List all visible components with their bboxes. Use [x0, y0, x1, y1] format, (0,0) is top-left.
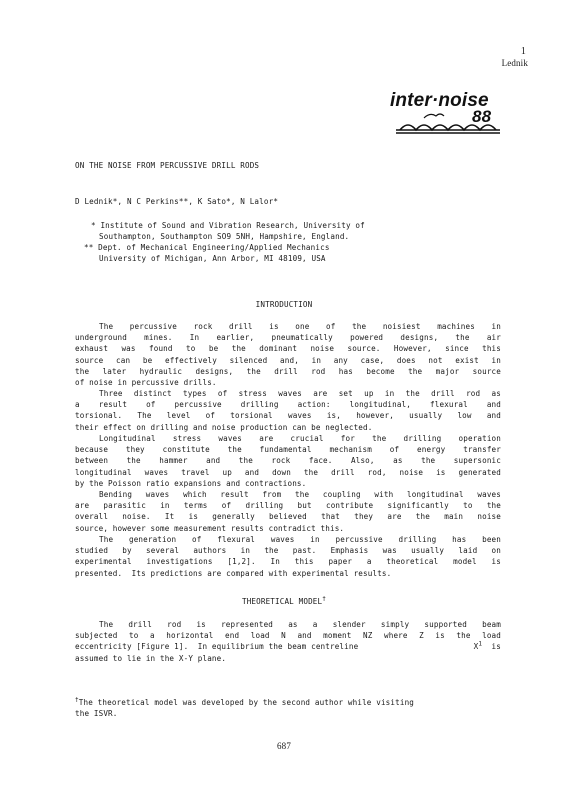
text-line: because they constitute the fundamental mechanism of energy transfer [75, 445, 501, 455]
intro-paragraph [75, 433, 501, 489]
text-line: between the hammer and the rock face. Also, as the supersonic [75, 456, 501, 466]
theory-paragraph [75, 619, 501, 664]
text-line: studied by several authors in the past. Emphasis was usually laid on [75, 546, 501, 556]
text-line: Three distinct types of stress waves are set up in the drill rod as [99, 389, 501, 398]
text-line: source can be effectively silenced and, in any case, does not exist in [75, 355, 501, 365]
text-line: Bending waves which result from the coupling with longitudinal waves [99, 490, 501, 499]
text-segment: is [491, 642, 501, 652]
text-segment: eccentricity [Figure 1]. In equilibrium the beam centreline [75, 642, 359, 652]
symbol-superscript: 1 [478, 640, 483, 648]
affiliation-line: University of Michigan, Ann Arbor, MI 48109, USA [99, 254, 326, 263]
logo-text-line2: 88 [472, 107, 492, 126]
footnote-text: The theoretical model was developed by the second author while visiting [78, 698, 415, 707]
text-line: source, however some measurement results contradict this. [75, 523, 345, 533]
footnote [75, 697, 501, 719]
text-line: the later hydraulic designs, the drill rod has become the major source [75, 366, 501, 376]
centreline-symbol [474, 641, 501, 652]
symbol-x: X [473, 642, 479, 652]
paper-authors: D Lednik*, N C Perkins**, K Sato*, N Lalor* [75, 197, 279, 206]
intro-paragraph [75, 489, 501, 534]
intro-paragraph [75, 321, 501, 388]
text-line: The generation of flexural waves in percussive drilling has been [99, 535, 501, 544]
text-line: subjected to a horizontal end load N and moment NZ where Z is the load [75, 631, 501, 641]
text-line: torsional. The level of torsional waves is, however, usually low and [75, 411, 501, 421]
inter-noise-logo [386, 88, 504, 146]
footer-page-number: 687 [277, 741, 291, 751]
text-line [75, 641, 501, 652]
footnote-line [75, 697, 501, 708]
intro-paragraph [75, 534, 501, 579]
text-line: experimental investigations [1,2]. In this paper a theoretical model is [75, 557, 501, 567]
footnote-dagger-mark: † [75, 696, 79, 704]
text-line: exhaust was found to be the dominant noise source. However, since this [75, 344, 501, 354]
text-line: by the Poisson ratio expansions and contractions. [75, 478, 307, 488]
text-line: underground mines. In earlier, pneumatically powered designs, the air [75, 333, 501, 343]
affiliation-line: ** Dept. of Mechanical Engineering/Applied Mechanics [84, 243, 330, 252]
affiliation-line: Southampton, Southampton SO9 5NH, Hampshire, England. [99, 232, 350, 241]
text-line: The percussive rock drill is one of the noisiest machines in [99, 322, 501, 331]
text-line: Longitudinal stress waves are crucial for the drilling operation [99, 434, 501, 443]
text-line: their effect on drilling and noise production can be neglected. [75, 422, 373, 432]
footnote-dagger-mark: † [322, 595, 327, 603]
section-heading-theoretical-model [0, 596, 568, 607]
header-author-tag: Lednik [501, 58, 528, 68]
text-line: a result of percussive drilling action: longitudinal, flexural and [75, 400, 501, 410]
text-line: The drill rod is represented as a slender simply supported beam [99, 620, 501, 629]
text-line: are parasitic in terms of drilling but contribute significantly to the [75, 501, 501, 511]
header-page-number: 1 [520, 46, 526, 57]
text-line: longitudinal waves travel up and down the drill rod, noise is generated [75, 467, 501, 477]
paper-title: ON THE NOISE FROM PERCUSSIVE DRILL RODS [75, 161, 260, 170]
text-line: presented. Its predictions are compared with experimental results. [75, 568, 392, 578]
logo-text-line1: inter·noise [390, 90, 489, 111]
affiliation-line: * Institute of Sound and Vibration Research, University of [91, 221, 365, 230]
section-heading-introduction: INTRODUCTION [255, 300, 313, 309]
intro-paragraph [75, 388, 501, 433]
footnote-line: the ISVR. [75, 709, 118, 719]
text-line: of noise in percussive drills. [75, 378, 217, 388]
text-line: assumed to lie in the X-Y plane. [75, 653, 227, 663]
text-line: overall noise. It is generally believed that they are the main noise [75, 512, 501, 522]
heading-text: THEORETICAL MODEL [241, 597, 323, 606]
